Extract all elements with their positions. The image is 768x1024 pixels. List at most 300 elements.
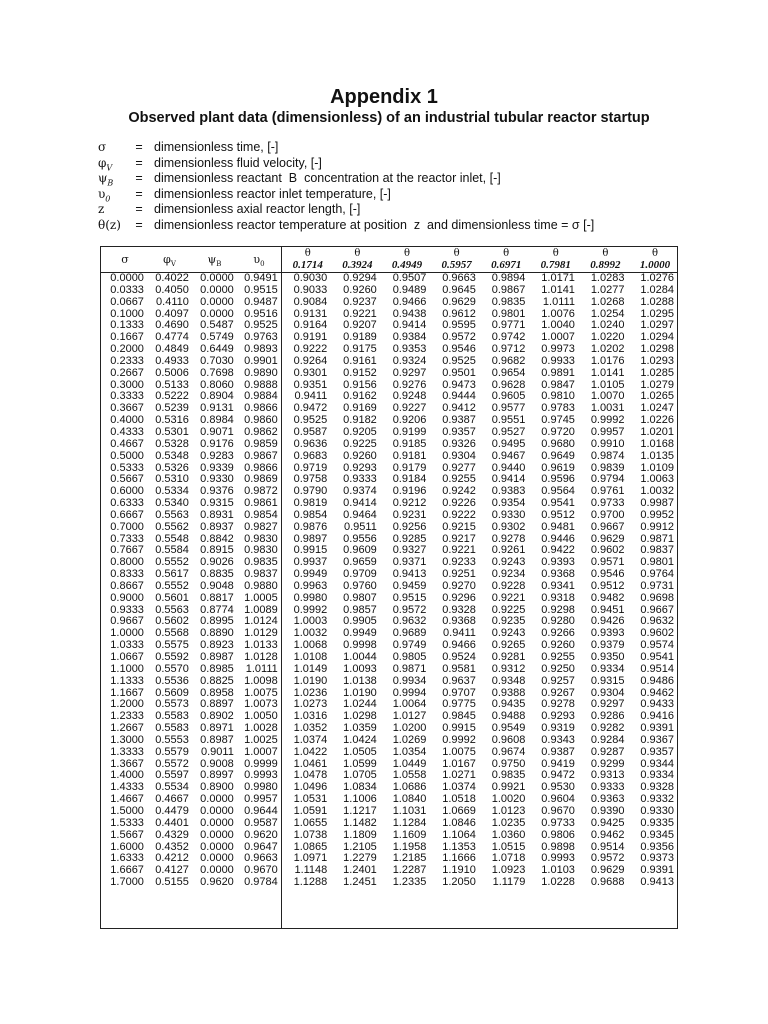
table-cell: 0.8987: [200, 733, 234, 746]
table-cell: 1.1148: [294, 864, 328, 877]
table-cell: 0.9644: [244, 804, 278, 817]
table-row: [101, 510, 677, 522]
table-cell: 0.5328: [155, 437, 189, 450]
table-cell: 0.9319: [541, 722, 575, 735]
table-cell: 1.0003: [293, 615, 328, 628]
table-cell: 0.5155: [155, 876, 189, 889]
table-cell: 0.9257: [541, 674, 575, 687]
table-cell: 0.9196: [392, 485, 427, 498]
table-cell: 0.9281: [491, 651, 526, 663]
table-cell: 1.0247: [640, 402, 674, 415]
column-header-theta: [481, 247, 531, 272]
table-cell: 0.9512: [541, 508, 575, 521]
table-cell: 0.9315: [590, 674, 625, 687]
table-cell: 0.9411: [294, 390, 328, 403]
column-header-subscript: B: [216, 260, 222, 269]
table-cell: 0.8958: [200, 686, 234, 699]
table-cell: 0.9937: [293, 556, 328, 569]
table-cell: 1.0316: [293, 710, 328, 723]
table-cell: 0.9654: [491, 366, 526, 379]
table-cell: 0.9328: [442, 603, 476, 616]
table-cell: 1.0111: [542, 295, 575, 308]
table-cell: 0.9915: [293, 544, 328, 557]
table-cell: 0.9835: [244, 556, 278, 569]
table-cell: 0.9587: [244, 816, 278, 829]
table-cell: 0.9233: [442, 556, 476, 569]
table-cell: 0.9185: [392, 437, 427, 450]
table-cell: 1.0244: [343, 698, 377, 711]
table-cell: 0.9871: [640, 532, 674, 545]
table-cell: 0.9283: [200, 449, 234, 462]
table-cell: 1.0518: [442, 793, 476, 806]
table-cell: 1.0129: [244, 627, 278, 640]
table-cell: 0.9414: [392, 319, 427, 332]
table-cell: 1.7000: [110, 876, 144, 889]
table-cell: 1.0133: [244, 639, 278, 652]
column-header-symbol: φ: [163, 253, 171, 266]
table-cell: 0.9426: [590, 615, 625, 628]
table-cell: 0.9304: [590, 686, 625, 699]
table-row: [101, 747, 677, 759]
table-cell: 1.2401: [343, 864, 377, 877]
table-cell: 1.0531: [293, 793, 328, 806]
table-cell: 0.5301: [155, 425, 189, 438]
table-cell: 0.4774: [155, 331, 189, 344]
table-cell: 0.9745: [541, 414, 575, 427]
table-cell: 0.9763: [244, 331, 278, 344]
table-cell: 0.9608: [491, 733, 526, 746]
table-cell: 0.9440: [491, 461, 526, 474]
table-cell: 1.0031: [590, 402, 625, 415]
theta-position: 0.4949: [391, 259, 423, 271]
table-cell: 0.9733: [590, 497, 625, 510]
table-cell: 0.9645: [442, 283, 476, 296]
table-cell: 0.9667: [110, 615, 144, 628]
table-cell: 0.9525: [244, 319, 278, 332]
theta-position: 0.8992: [590, 259, 621, 271]
table-cell: 0.9867: [244, 449, 278, 462]
table-cell: 0.8987: [200, 651, 234, 663]
table-cell: 0.9905: [343, 615, 377, 628]
table-cell: 1.0374: [293, 733, 328, 746]
table-cell: 0.4329: [155, 828, 189, 841]
table-cell: 0.9973: [541, 343, 575, 356]
table-cell: 1.2000: [110, 698, 144, 711]
definition-symbol: $\varphi_V$: [98, 155, 113, 172]
table-cell: 1.0228: [541, 876, 575, 889]
table-cell: 1.0359: [343, 722, 377, 735]
table-row: [101, 297, 677, 309]
table-cell: 0.9872: [244, 485, 278, 498]
table-cell: 1.0070: [590, 390, 625, 403]
table-cell: 0.9897: [293, 532, 328, 545]
table-cell: 1.0478: [293, 769, 328, 782]
table-cell: 0.9628: [491, 378, 526, 391]
table-cell: 0.9391: [640, 722, 674, 735]
table-cell: 0.9581: [442, 662, 476, 675]
table-cell: 0.9276: [392, 378, 427, 391]
table-cell: 0.9414: [343, 497, 377, 510]
definition-description: dimensionless reactor inlet temperature, [-]: [154, 186, 391, 201]
table-cell: 0.9790: [293, 485, 328, 498]
table-cell: 0.9270: [442, 579, 476, 592]
table-cell: 1.0073: [244, 698, 278, 711]
table-cell: 0.9649: [541, 449, 575, 462]
table-cell: 0.9367: [640, 733, 674, 746]
table-cell: 0.9835: [491, 295, 526, 308]
table-cell: 0.9222: [442, 508, 476, 521]
table-cell: 0.9910: [590, 437, 625, 450]
theta-symbol: θ: [304, 248, 311, 259]
table-cell: 0.9688: [590, 876, 625, 889]
table-cell: 1.0236: [293, 686, 328, 699]
table-cell: 0.9341: [541, 579, 575, 592]
table-cell: 0.9761: [590, 485, 625, 498]
table-cell: 1.1333: [110, 674, 144, 687]
table-cell: 0.9225: [491, 603, 526, 616]
table-cell: 0.9915: [442, 722, 476, 735]
table-cell: 0.9572: [590, 852, 625, 865]
table-cell: 1.0111: [245, 662, 278, 675]
table-cell: 0.9344: [640, 757, 674, 770]
table-cell: 0.9876: [293, 520, 328, 533]
table-cell: 0.9350: [590, 651, 625, 663]
table-cell: 1.0297: [640, 319, 674, 332]
table-cell: 0.9514: [590, 840, 625, 853]
table-cell: 0.9285: [392, 532, 427, 545]
column-header-theta: [333, 247, 383, 272]
definition-row: [98, 171, 594, 187]
table-cell: 0.9297: [392, 366, 427, 379]
table-cell: 0.9880: [244, 579, 278, 592]
table-cell: 0.8931: [200, 508, 234, 521]
table-cell: 0.9489: [392, 283, 427, 296]
theta-position: 1.0000: [639, 259, 671, 271]
symbol-definitions: [98, 140, 594, 234]
theta-position: 0.7981: [540, 259, 571, 271]
table-cell: 0.8915: [200, 544, 234, 557]
table-cell: 0.9388: [491, 686, 526, 699]
table-cell: 0.5597: [155, 769, 189, 782]
table-cell: 0.8774: [200, 603, 234, 616]
table-cell: 0.9278: [491, 532, 526, 545]
definition-description: dimensionless reactor temperature at position z and dimensionless time = σ [-]: [154, 217, 595, 232]
table-cell: 0.3667: [110, 402, 144, 415]
table-cell: 1.4000: [110, 769, 144, 782]
table-cell: 0.8333: [110, 568, 144, 581]
table-cell: 0.9689: [392, 627, 427, 640]
table-cell: 0.9992: [293, 603, 328, 616]
table-cell: 0.9277: [442, 461, 476, 474]
table-cell: 0.9993: [244, 769, 278, 782]
table-cell: 1.0064: [392, 698, 427, 711]
table-cell: 1.0923: [491, 864, 526, 877]
table-cell: 0.9491: [244, 272, 278, 284]
table-cell: 0.9837: [640, 544, 674, 557]
table-cell: 0.9467: [491, 449, 526, 462]
table-cell: 1.0449: [392, 757, 427, 770]
table-cell: 1.0063: [640, 473, 674, 486]
table-row: [101, 581, 677, 593]
table-cell: 0.9472: [541, 769, 575, 782]
table-cell: 1.1353: [442, 840, 476, 853]
table-cell: 0.9764: [640, 568, 674, 581]
table-body: [101, 273, 677, 889]
table-cell: 1.1667: [110, 686, 144, 699]
table-cell: 0.9859: [244, 437, 278, 450]
table-cell: 0.9459: [392, 579, 427, 592]
table-cell: 0.9438: [392, 307, 427, 320]
table-cell: 0.9495: [491, 437, 526, 450]
table-cell: 0.9794: [590, 473, 625, 486]
table-cell: 1.0591: [293, 804, 328, 817]
table-cell: 0.9620: [244, 828, 278, 841]
table-cell: 0.5572: [155, 757, 189, 770]
table-cell: 0.9374: [343, 485, 377, 498]
table-cell: 0.5340: [155, 497, 189, 510]
table-cell: 0.9345: [640, 828, 674, 841]
table-cell: 1.0269: [392, 733, 427, 746]
table-cell: 1.0294: [640, 331, 674, 344]
table-cell: 0.9719: [293, 461, 328, 474]
theta-position: 0.1714: [292, 259, 323, 271]
definition-equals: =: [135, 171, 143, 186]
table-cell: 0.4479: [155, 804, 189, 817]
column-header-symbol: υ: [253, 253, 261, 266]
table-cell: 0.5667: [110, 473, 144, 486]
table-cell: 0.8985: [200, 662, 234, 675]
table-cell: 0.9992: [590, 414, 625, 427]
table-cell: 0.9256: [392, 520, 427, 533]
table-cell: 0.9819: [293, 497, 328, 510]
definition-equals: =: [135, 155, 143, 170]
table-cell: 0.5348: [155, 449, 189, 462]
definition-row: [98, 156, 594, 172]
table-cell: 0.9333: [343, 473, 377, 486]
table-cell: 0.9243: [491, 627, 526, 640]
table-cell: 1.0105: [590, 378, 625, 391]
definition-description: dimensionless reactant B concentration at the reactor inlet, [-]: [154, 171, 501, 186]
table-cell: 0.9387: [442, 414, 476, 427]
table-row: [101, 818, 677, 830]
table-cell: 0.9333: [110, 603, 144, 616]
table-cell: 1.0971: [293, 852, 328, 865]
table-cell: 0.9775: [442, 698, 476, 711]
table-cell: 1.6333: [110, 852, 144, 865]
table-cell: 0.9487: [244, 295, 278, 308]
table-cell: 0.9391: [640, 864, 674, 877]
table-cell: 0.9297: [590, 698, 625, 711]
column-header-theta: [581, 247, 631, 272]
table-cell: 1.5000: [110, 804, 144, 817]
table-cell: 0.4933: [155, 354, 189, 367]
table-cell: 1.0298: [343, 710, 377, 723]
table-cell: 0.9425: [590, 816, 625, 829]
table-cell: 1.0226: [640, 414, 674, 427]
table-cell: 1.1064: [442, 828, 476, 841]
table-cell: 0.9330: [640, 804, 674, 817]
table-cell: 0.9324: [392, 354, 427, 367]
table-cell: 0.9921: [491, 781, 526, 794]
table-cell: 0.9667: [590, 520, 625, 533]
table-cell: 0.4000: [110, 414, 144, 427]
table-cell: 0.4667: [155, 793, 189, 806]
table-cell: 0.9222: [293, 343, 328, 356]
table-cell: 0.5334: [155, 485, 189, 498]
table-cell: 0.9261: [491, 544, 526, 557]
table-row: [101, 451, 677, 463]
table-cell: 1.0007: [541, 331, 575, 344]
table-cell: 0.9284: [590, 733, 625, 746]
table-cell: 0.9837: [244, 568, 278, 581]
table-cell: 0.9387: [541, 745, 575, 758]
appendix-subtitle: Observed plant data (dimensionless) of an industrial tubular reactor startup: [128, 110, 650, 126]
table-cell: 1.0141: [541, 283, 575, 296]
table-cell: 0.9847: [541, 378, 575, 391]
table-cell: 0.9515: [244, 283, 278, 296]
table-row: [101, 356, 677, 368]
table-cell: 0.9629: [590, 864, 625, 877]
table-cell: 0.9866: [244, 402, 278, 415]
table-cell: 0.8902: [200, 710, 234, 723]
table-cell: 1.3000: [110, 733, 144, 746]
table-cell: 1.1958: [392, 840, 427, 853]
table-cell: 0.9255: [541, 651, 575, 663]
table-cell: 0.0000: [200, 307, 234, 320]
table-cell: 1.1000: [110, 662, 144, 675]
table-cell: 0.9169: [343, 402, 377, 415]
table-cell: 0.9294: [343, 272, 377, 284]
table-cell: 0.8971: [200, 722, 234, 735]
table-cell: 1.3333: [110, 745, 144, 758]
definition-description: dimensionless fluid velocity, [-]: [154, 155, 322, 170]
table-cell: 1.0669: [442, 804, 476, 817]
definition-symbol: $\upsilon_0$: [98, 186, 111, 204]
table-cell: 1.0705: [343, 769, 377, 782]
table-cell: 0.9512: [590, 579, 625, 592]
table-cell: 0.9179: [392, 461, 427, 474]
table-cell: 1.0171: [541, 272, 575, 284]
table-cell: 0.9282: [590, 722, 625, 735]
table-cell: 1.2050: [442, 876, 476, 889]
table-cell: 0.5239: [155, 402, 189, 415]
table-cell: 0.9524: [442, 651, 476, 663]
table-cell: 1.0005: [244, 591, 278, 604]
table-cell: 0.9682: [491, 354, 526, 367]
definition-symbol: θ(z): [98, 217, 121, 232]
table-cell: 0.9912: [640, 520, 674, 533]
table-cell: 0.8923: [200, 639, 234, 652]
table-cell: 0.9411: [443, 627, 476, 640]
column-header-symbol: σ: [121, 253, 129, 266]
table-cell: 0.9758: [293, 473, 328, 486]
table-cell: 0.9587: [293, 425, 328, 438]
table-cell: 0.9026: [200, 556, 234, 569]
table-cell: 0.9866: [244, 461, 278, 474]
table-cell: 0.9161: [343, 354, 377, 367]
table-cell: 1.0558: [392, 769, 427, 782]
table-cell: 0.9830: [244, 532, 278, 545]
table-cell: 0.5553: [155, 733, 189, 746]
table-cell: 0.9164: [293, 319, 328, 332]
table-cell: 0.7000: [110, 520, 144, 533]
table-cell: 1.1179: [492, 876, 526, 889]
theta-position: 0.5957: [441, 259, 472, 271]
table-cell: 1.0123: [491, 804, 526, 817]
table-cell: 1.0190: [293, 674, 328, 687]
table-cell: 1.0461: [293, 757, 328, 770]
table-cell: 0.9299: [590, 757, 625, 770]
table-cell: 0.9807: [343, 591, 377, 604]
table-cell: 0.9525: [293, 414, 328, 427]
table-cell: 0.9810: [541, 390, 575, 403]
table-cell: 0.0000: [200, 852, 234, 865]
table-cell: 0.9327: [392, 544, 427, 557]
column-header-theta: [382, 247, 432, 272]
table-cell: 0.9680: [541, 437, 575, 450]
table-cell: 1.0295: [640, 307, 674, 320]
table-cell: 0.9602: [640, 627, 674, 640]
table-cell: 0.0000: [200, 804, 234, 817]
table-cell: 1.0200: [392, 722, 427, 735]
table-cell: 0.9243: [491, 556, 526, 569]
table-cell: 1.0109: [640, 461, 674, 474]
table-cell: 0.8842: [200, 532, 234, 545]
table-cell: 0.9595: [442, 319, 476, 332]
table-cell: 0.9231: [392, 508, 427, 521]
definition-description: dimensionless axial reactor length, [-]: [154, 202, 361, 217]
table-cell: 1.0276: [640, 272, 674, 284]
table-cell: 1.0298: [640, 343, 674, 356]
table-cell: 0.9482: [590, 591, 625, 604]
table-cell: 0.9451: [590, 603, 625, 616]
table-cell: 0.9235: [491, 615, 526, 628]
table-cell: 0.9987: [640, 497, 674, 510]
table-row: [101, 285, 677, 297]
table-cell: 0.9577: [491, 402, 526, 415]
table-cell: 1.0279: [640, 378, 674, 391]
table-cell: 0.9191: [293, 331, 328, 344]
table-cell: 0.9707: [442, 686, 476, 699]
table-cell: 1.0028: [244, 722, 278, 735]
table-cell: 0.9221: [442, 544, 476, 557]
table-cell: 0.9226: [442, 497, 476, 510]
table-cell: 0.9839: [590, 461, 625, 474]
table-cell: 1.0168: [640, 437, 674, 450]
table-cell: 1.0032: [640, 485, 674, 498]
table-cell: 0.9551: [491, 414, 526, 427]
table-cell: 0.2667: [110, 366, 144, 379]
table-cell: 0.9572: [442, 331, 476, 344]
table-cell: 0.6000: [110, 485, 144, 498]
table-cell: 0.9356: [640, 840, 674, 853]
table-cell: 1.0235: [491, 816, 526, 829]
table-cell: 0.4127: [155, 864, 189, 877]
table-cell: 0.9212: [392, 497, 427, 510]
table-row: [101, 593, 677, 605]
table-cell: 1.2451: [343, 876, 377, 889]
table-cell: 1.3667: [110, 757, 144, 770]
table-cell: 1.0050: [244, 710, 278, 723]
definition-symbol: $\psi_B$: [98, 171, 114, 188]
table-cell: 0.5326: [155, 461, 189, 474]
table-cell: 0.9181: [392, 449, 427, 462]
table-cell: 1.4333: [110, 781, 144, 794]
table-cell: 0.5487: [200, 319, 234, 332]
table-cell: 1.0128: [244, 651, 278, 663]
table-cell: 1.0284: [640, 283, 674, 296]
definition-row: [98, 218, 594, 234]
